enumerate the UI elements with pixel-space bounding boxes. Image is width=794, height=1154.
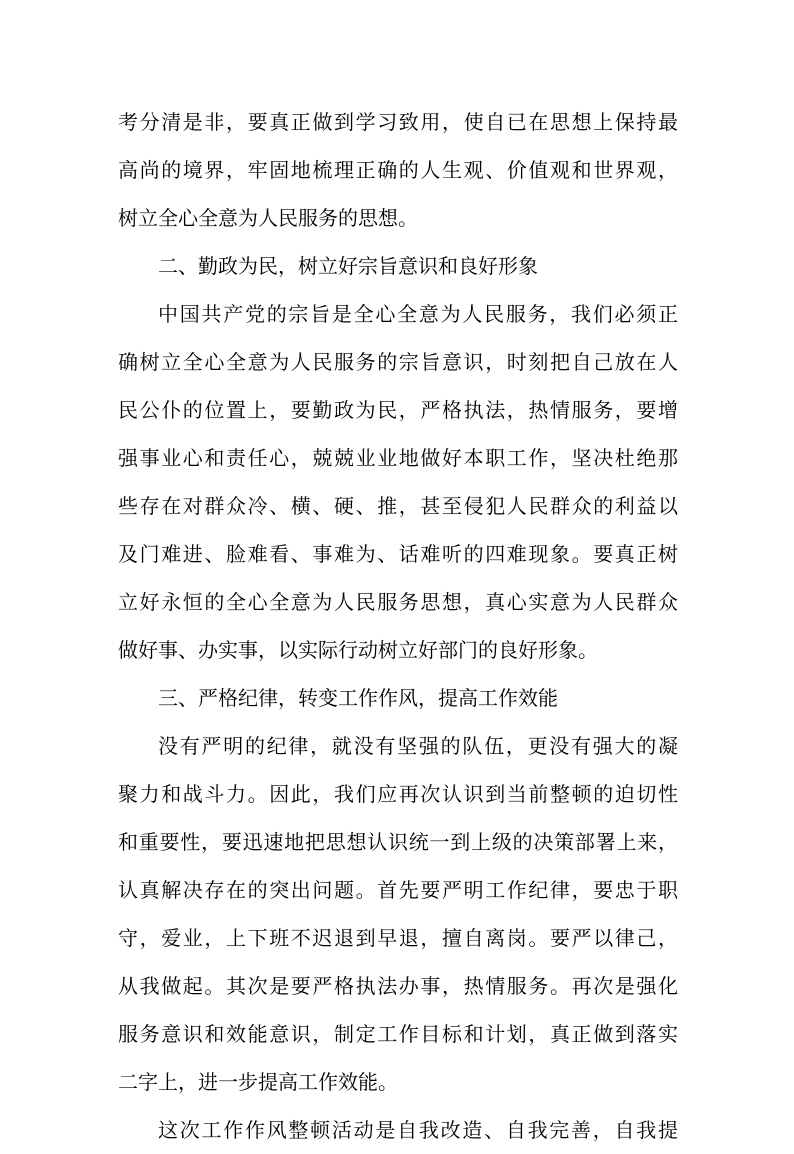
text-line: 树立全心全意为人民服务的思想。	[118, 206, 418, 230]
text-line: 强事业心和责任心，兢兢业业地做好本职工作，坚决杜绝那	[118, 446, 678, 470]
text-line: 确树立全心全意为人民服务的宗旨意识，时刻把自己放在人	[118, 350, 678, 374]
section-heading: 二、勤政为民，树立好宗旨意识和良好形象	[158, 254, 538, 278]
text-line: 些存在对群众冷、横、硬、推，甚至侵犯人民群众的利益以	[118, 494, 678, 518]
text-line: 考分清是非，要真正做到学习致用，使自已在思想上保持最	[118, 110, 678, 134]
section-heading: 三、严格纪律，转变工作作风，提高工作效能	[158, 686, 558, 710]
text-line: 二字上，进一步提高工作效能。	[118, 1070, 398, 1094]
text-line: 和重要性，要迅速地把思想认识统一到上级的决策部署上来，	[118, 830, 678, 854]
text-line: 守，爱业，上下班不迟退到早退，擅自离岗。要严以律己，	[118, 926, 678, 950]
text-line: 这次工作作风整顿活动是自我改造、自我完善，自我提	[158, 1118, 678, 1142]
text-line: 从我做起。其次是要严格执法办事，热情服务。再次是强化	[118, 974, 678, 998]
text-line: 没有严明的纪律，就没有坚强的队伍，更没有强大的凝	[158, 734, 678, 758]
text-line: 服务意识和效能意识，制定工作目标和计划，真正做到落实	[118, 1022, 678, 1046]
text-line: 民公仆的位置上，要勤政为民，严格执法，热情服务，要增	[118, 398, 678, 422]
text-line: 立好永恒的全心全意为人民服务思想，真心实意为人民群众	[118, 590, 678, 614]
text-line: 做好事、办实事，以实际行动树立好部门的良好形象。	[118, 638, 598, 662]
text-line: 高尚的境界，牢固地梳理正确的人生观、价值观和世界观，	[118, 158, 678, 182]
text-line: 认真解决存在的突出问题。首先要严明工作纪律，要忠于职	[118, 878, 678, 902]
text-line: 聚力和战斗力。因此，我们应再次认识到当前整顿的迫切性	[118, 782, 678, 806]
text-line: 及门难进、脸难看、事难为、话难听的四难现象。要真正树	[118, 542, 678, 566]
document-page	[118, 98, 678, 1154]
text-line: 中国共产党的宗旨是全心全意为人民服务，我们必须正	[158, 302, 678, 326]
